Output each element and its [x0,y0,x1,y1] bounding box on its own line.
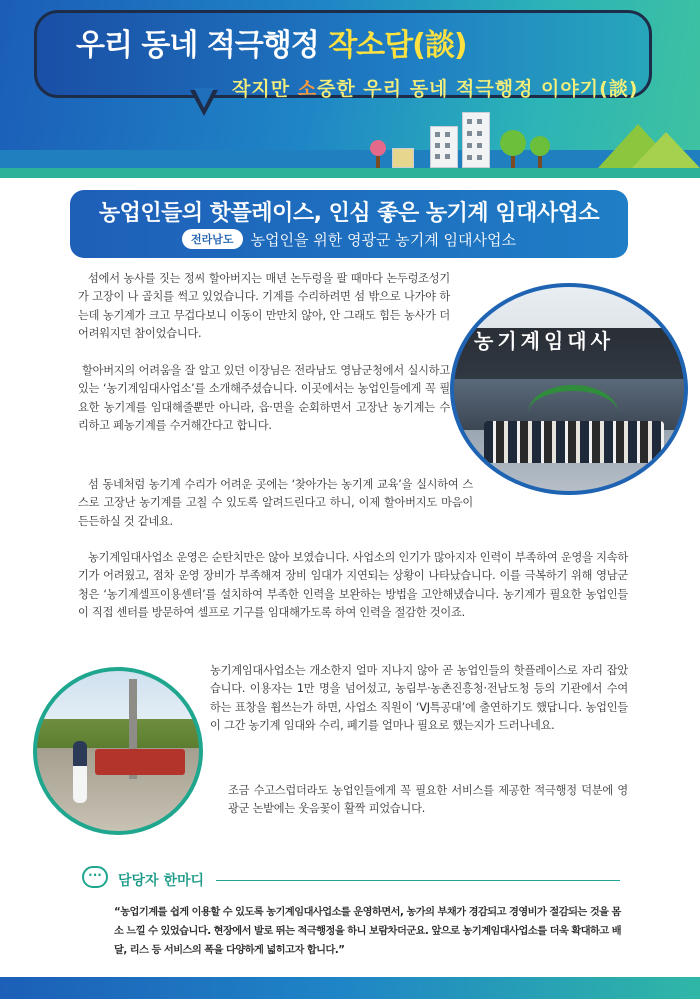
article-title: 농업인들의 핫플레이스, 인심 좋은 농기계 임대사업소 [98,201,600,226]
tree-icon [500,130,526,168]
farmer-photo [33,667,203,835]
tree-icon [530,136,550,168]
comment-title: 담당자 한마디 [118,873,205,889]
building-icon [430,126,458,168]
series-title-accent: 작소담(談) [328,28,467,63]
series-title: 우리 동네 적극행정 작소담(談) [76,28,467,63]
footer-band [0,977,700,999]
paragraph: 농기계임대사업소 운영은 순탄치만은 않아 보였습니다. 사업소의 인기가 많아지자 인력이 부족하여 운영을 지속하기가 어려웠고, 점차 운영 장비가 부족해져 장비 임대가 지연되는 상황이 나타났습니다. 이를 극복하기 위해 영남군청은 ‘농기계셀프이용센터’를 설치하여 부족한 인력을 보완하는 방법을 고안해냈습니다. 농기계가 필요한 농업인들이 직접 센터를 방문하여 셀프로 기구를 임대해가도록 하여 인력을 절감한 것이죠. [78,551,628,620]
paragraph: 섬에서 농사를 짓는 정씨 할아버지는 매년 논두렁을 팔 때마다 논두렁조성기가 고장이 나 골치를 썩고 있었습니다. 기계를 수리하려면 섬 밖으로 나가야 하는데 농기계가 크고 무겁다보니 이동이 만만치 않아, 안 그래도 힘든 농사가 더 어려워지던 참이었습니다. [78,272,450,341]
official-quote: “농업기계를 쉽게 이용할 수 있도록 농기계임대사업소를 운영하면서, 농가의 부채가 경감되고 경영비가 절감되는 것을 몸소 느낄 수 있었습니다. 현장에서 발로 뛰는 적극행정을 하니 보람차더군요. 앞으로 농기계임대사업소를 더욱 확대하고 배달, 리스 등 서비스의 폭을 다양하게 넓히고자 합니다.” [114,907,622,956]
paragraph: 조금 수고스럽더라도 농업인들에게 꼭 필요한 서비스를 제공한 적극행정 덕분에 영광군 논밭에는 웃음꽃이 활짝 피었습니다. [228,784,628,816]
header-stripe [0,168,700,178]
article-subtitle-line [70,229,628,250]
paragraph: 섬 동네처럼 농기계 수리가 어려운 곳에는 ‘찾아가는 농기계 교육’을 실시하여 스스로 고장난 농기계를 고칠 수 있도록 알려드린다고 하니, 이제 할아버지도 마음이 든든하실 것 같네요. [78,478,473,528]
building-icon [462,112,490,168]
header-banner [0,0,700,178]
bench-icon [392,148,414,168]
town-illustration [370,108,700,168]
article-subtitle: 농업인을 위한 영광군 농기계 임대사업소 [250,231,516,249]
comment-header [82,866,622,896]
photo-sign-text: 농기계임대사 [474,329,614,353]
people-group [484,421,664,463]
divider-line [216,880,620,881]
ceremony-photo [450,283,688,495]
speech-bubble-tail-inner [194,88,214,108]
flower-icon [370,140,386,168]
farm-trailer [95,749,185,775]
chat-bubble-icon: ··· [82,866,108,888]
person-figure [73,741,87,803]
series-subtitle: 작지만 소중한 우리 동네 적극행정 이야기(談) [232,78,639,100]
paragraph: 농기계임대사업소는 개소한지 얼마 지나지 않아 곧 농업인들의 핫플레이스로 자리 잡았습니다. 이용자는 1만 명을 넘어섰고, 농림부·농촌진흥청·전남도청 등의 기관에서 수여하는 표창을 휩쓰는가 하면, 사업소 직원이 ‘VJ특공대’에 출연하기도 했답니다. 농업인들이 그간 농기계 임대와 수리, 폐기를 얼마나 필요로 했는지가 드러나네요. [210,664,628,733]
article-title-box [70,190,628,258]
region-badge: 전라남도 [182,229,243,249]
paragraph: 할아버지의 어려움을 잘 알고 있던 이장님은 전라남도 영남군청에서 실시하고 있는 ‘농기계임대사업소’를 소개해주셨습니다. 이곳에서는 농업인들에게 꼭 필요한 농기계를 임대해줄뿐만 아니라, 읍·면을 순회하면서 고장난 농기계는 수리하고 폐농기계를 수거해간다고 합니다. [78,364,450,433]
hill-icon [632,132,700,168]
